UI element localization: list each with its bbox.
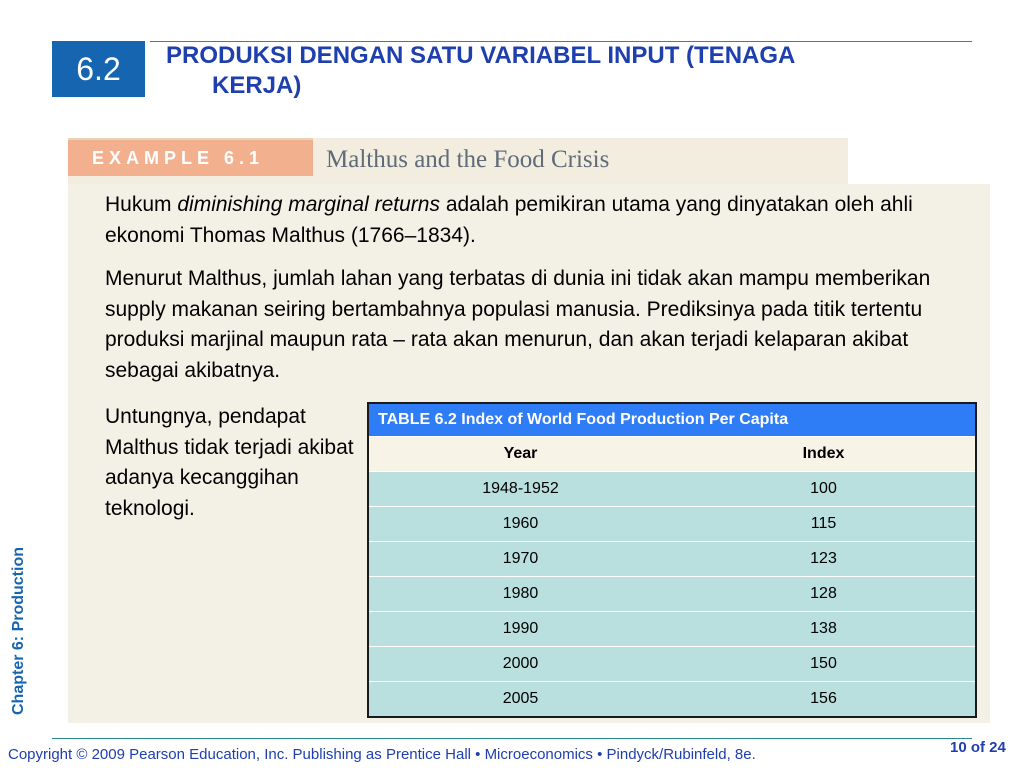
year-cell: 1960 [502,515,539,532]
table-row [369,576,975,611]
table-row [369,541,975,576]
paragraph-1-rest: adalah pemikiran utama yang dinyatakan oleh ahli ekonomi Thomas Malthus (1766–1834). [105,193,913,247]
index-cell: 100 [810,480,837,497]
index-cell: 138 [810,620,837,637]
example-title: Malthus and the Food Crisis [326,146,610,173]
table-row [369,506,975,541]
paragraph-1-term: diminishing marginal returns [177,193,440,216]
paragraph-1 [105,190,945,251]
table-header-index: Index [802,445,845,462]
example-banner [68,138,848,184]
table-header-row [369,436,975,471]
slide-title-line1: PRODUKSI DENGAN SATU VARIABEL INPUT (TENAGA [166,42,796,69]
table-caption: TABLE 6.2 Index of World Food Production Per Capita [369,404,975,436]
index-cell: 115 [810,515,837,532]
index-cell: 150 [810,655,837,672]
paragraph-2: Menurut Malthus, jumlah lahan yang terbatas di dunia ini tidak akan mampu memberikan supply makanan seiring bertambahnya populasi manusia. Prediksinya pada titik tertentu produksi marjinal maupun rata – rata akan menurun, dan akan terjadi kelaparan akibat sebagai akibatnya. [105,267,931,382]
example-label: EXAMPLE 6.1 [68,138,313,176]
year-cell: 1970 [502,550,539,567]
year-cell: 2005 [502,690,539,707]
paragraph-1-intro: Hukum [105,193,178,216]
paragraph-3: Untungnya, pendapat Malthus tidak terjadi akibat adanya kecanggihan teknologi. [105,405,354,520]
year-cell: 1980 [502,585,539,602]
index-cell: 156 [810,690,837,707]
year-cell: 1990 [502,620,539,637]
table-row [369,471,975,506]
footer-rule [52,738,972,739]
footer-copyright: Copyright © 2009 Pearson Education, Inc. Publishing as Prentice Hall • Microeconomics • Pindyck/Rubinfeld, 8e. [8,746,756,763]
table-row [369,681,975,716]
index-cell: 123 [810,550,837,567]
table-header-year: Year [503,445,538,462]
section-number-badge: 6.2 [52,41,145,97]
food-production-table [367,402,977,718]
table-row [369,611,975,646]
page-number: 10 of 24 [950,739,1006,756]
table-row [369,646,975,681]
year-cell: 2000 [502,655,539,672]
index-cell: 128 [810,585,837,602]
slide-title [166,41,956,101]
chapter-side-label: Chapter 6: Production [10,546,27,715]
year-cell: 1948-1952 [482,480,559,497]
slide-title-line2: KERJA) [212,72,302,99]
